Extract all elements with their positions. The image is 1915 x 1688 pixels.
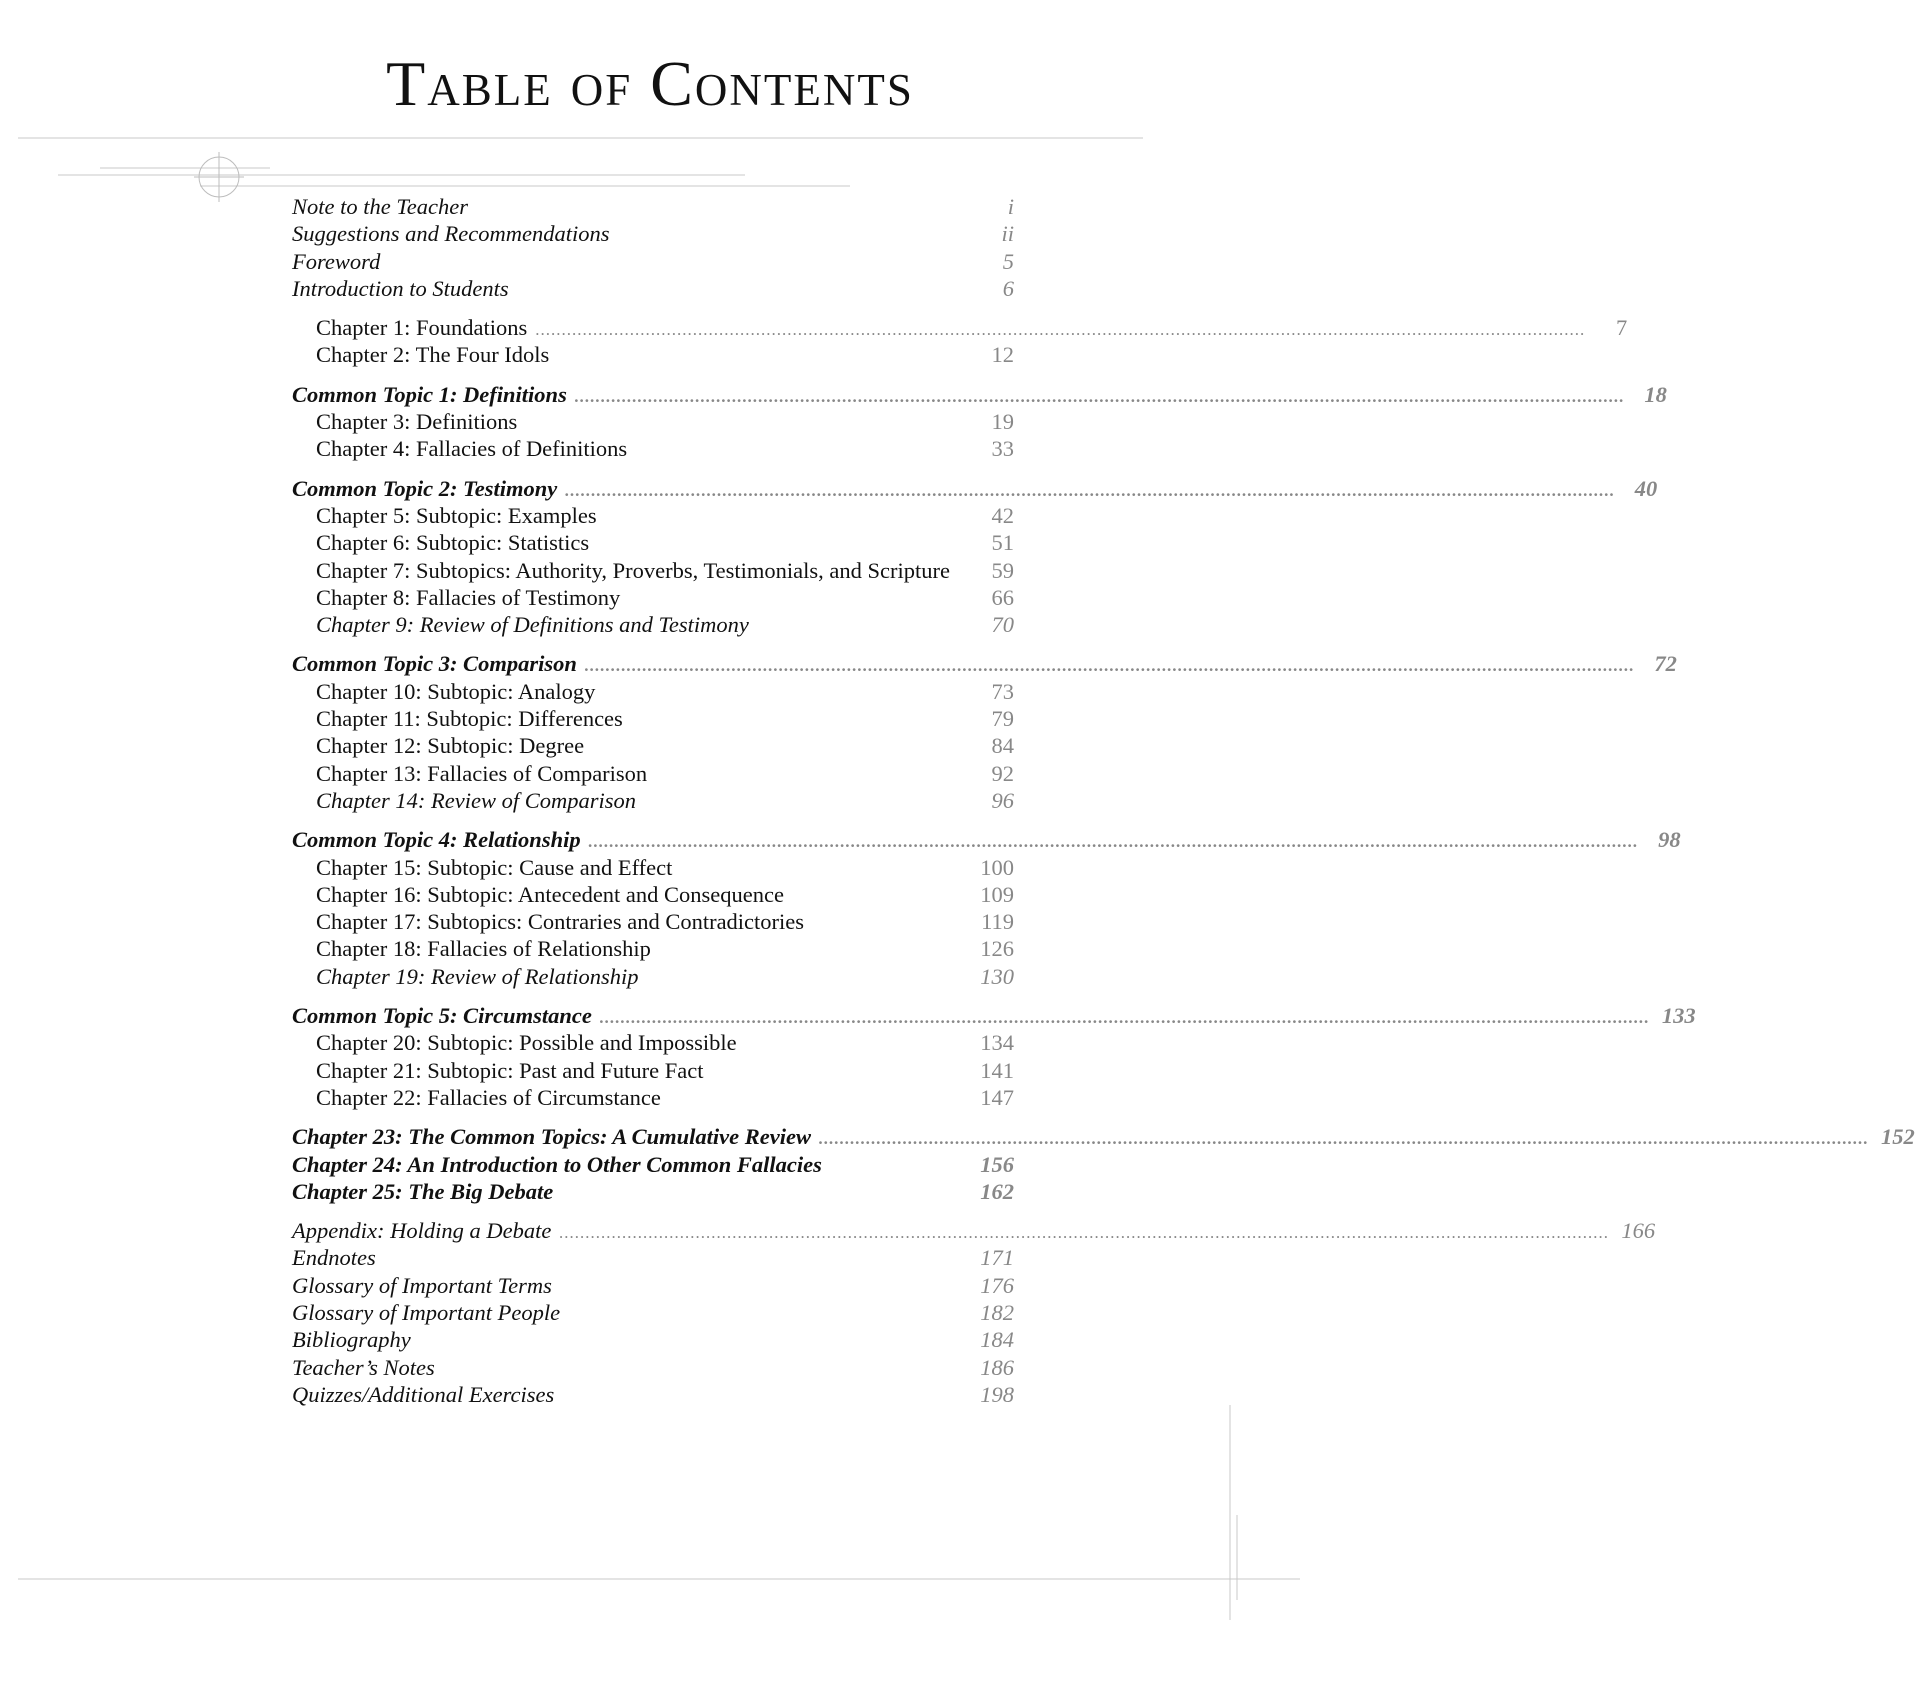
toc-entry-page: 133 (1661, 1003, 1696, 1029)
toc-entry-label: Teacher’s Notes (292, 1354, 435, 1380)
toc-entry-label: Common Topic 1: Definitions (292, 381, 567, 407)
toc-entry-label: Common Topic 4: Relationship (292, 827, 581, 853)
toc-entry-page: 126 (980, 936, 1014, 962)
toc-entry-label: Quizzes/Additional Exercises (292, 1381, 555, 1407)
page-title: Table of Contents (386, 48, 914, 119)
toc-leader-dots: ........................................................................................................................................................................................................ (565, 480, 1616, 500)
toc-entry[interactable] (292, 557, 1014, 584)
toc-entry[interactable] (292, 1381, 1014, 1408)
toc-entry[interactable] (292, 381, 1667, 408)
toc-entry-page: 141 (980, 1057, 1014, 1083)
toc-entry-page: 51 (991, 530, 1014, 556)
toc-entry-label: Common Topic 3: Comparison (292, 651, 577, 677)
toc-entry-label: Suggestions and Recommendations (292, 221, 610, 247)
toc-entry-page: 12 (991, 342, 1014, 368)
toc-leader-dots: ........................................................................................................................................................................................................ (574, 386, 1625, 406)
toc-entry-page: 184 (980, 1327, 1014, 1353)
toc-entry-page: 6 (1002, 275, 1014, 301)
toc-entry[interactable] (292, 854, 1014, 881)
toc-entry-label: Glossary of Important People (292, 1299, 561, 1325)
toc-entry-page: 152 (1880, 1124, 1915, 1150)
toc-entry[interactable] (292, 1084, 1014, 1111)
toc-entry[interactable] (292, 732, 1014, 759)
toc-entry[interactable] (292, 611, 1014, 638)
toc-entry-label: Chapter 14: Review of Comparison (316, 787, 636, 813)
toc-entry[interactable] (292, 1002, 1696, 1029)
toc-entry[interactable] (292, 220, 1014, 247)
toc-entry-label: Glossary of Important Terms (292, 1272, 552, 1298)
toc-entry[interactable] (292, 408, 1014, 435)
toc-entry[interactable] (292, 826, 1681, 853)
toc-entry-label: Chapter 5: Subtopic: Examples (316, 502, 597, 528)
toc-entry[interactable] (292, 1151, 1014, 1178)
toc-entry[interactable] (292, 705, 1014, 732)
toc-entry-page: 109 (980, 881, 1014, 907)
toc-entry[interactable] (292, 435, 1014, 462)
toc-entry-page: 5 (1002, 248, 1014, 274)
toc-entry-label: Chapter 9: Review of Definitions and Testimony (316, 612, 749, 638)
toc-entry-page: 147 (980, 1084, 1014, 1110)
toc-entry-page: 33 (991, 436, 1014, 462)
toc-entry[interactable] (292, 1057, 1014, 1084)
toc-entry[interactable] (292, 963, 1014, 990)
toc-entry-page: 79 (991, 706, 1014, 732)
toc-leader-dots: ........................................................................................................................................................................................................ (599, 1008, 1650, 1028)
toc-entry[interactable] (292, 193, 1014, 220)
toc-entry[interactable] (292, 1178, 1014, 1205)
toc-entry-page: 166 (1621, 1218, 1656, 1244)
toc-entry[interactable] (292, 314, 1628, 341)
toc-entry[interactable] (292, 678, 1014, 705)
toc-entry-label: Chapter 6: Subtopic: Statistics (316, 530, 590, 556)
toc-entry-label: Endnotes (292, 1245, 376, 1271)
toc-entry[interactable] (292, 881, 1014, 908)
toc-entry[interactable] (292, 584, 1014, 611)
toc-entry[interactable] (292, 341, 1014, 368)
toc-entry-page: 182 (980, 1299, 1014, 1325)
toc-entry-page: 7 (1615, 315, 1628, 341)
toc-entry-label: Chapter 4: Fallacies of Definitions (316, 436, 628, 462)
toc-entry-label: Chapter 21: Subtopic: Past and Future Fact (316, 1057, 704, 1083)
table-of-contents (292, 193, 1915, 1408)
toc-entry[interactable] (292, 1354, 1014, 1381)
toc-entry-label: Bibliography (292, 1327, 411, 1353)
toc-leader-dots: ........................................................................................................................................................................................................ (818, 1129, 1869, 1149)
toc-entry-label: Chapter 3: Definitions (316, 409, 518, 435)
toc-entry-page: 19 (991, 409, 1014, 435)
toc-entry-label: Chapter 17: Subtopics: Contraries and Contradictories (316, 909, 805, 935)
toc-entry-page: 162 (980, 1178, 1014, 1204)
toc-entry-label: Chapter 19: Review of Relationship (316, 963, 639, 989)
toc-entry-page: ii (1001, 221, 1014, 247)
toc-leader-dots: ........................................................................................................................................................................................................ (559, 1223, 1610, 1243)
toc-entry[interactable] (292, 1123, 1915, 1150)
toc-entry[interactable] (292, 475, 1658, 502)
toc-entry[interactable] (292, 935, 1014, 962)
toc-entry-page: 186 (980, 1354, 1014, 1380)
toc-entry-page: 73 (991, 678, 1014, 704)
toc-entry[interactable] (292, 529, 1014, 556)
toc-entry-label: Chapter 13: Fallacies of Comparison (316, 760, 648, 786)
toc-entry-page: 42 (991, 502, 1014, 528)
toc-entry-page: 70 (991, 612, 1014, 638)
toc-entry[interactable] (292, 1217, 1656, 1244)
toc-entry-label: Chapter 23: The Common Topics: A Cumulative Review (292, 1124, 811, 1150)
toc-leader-dots: ........................................................................................................................................................................................................ (584, 656, 1635, 676)
toc-entry-page: 134 (980, 1030, 1014, 1056)
toc-entry-page: 100 (980, 854, 1014, 880)
toc-entry[interactable] (292, 248, 1014, 275)
toc-entry-label: Foreword (292, 248, 381, 274)
toc-entry[interactable] (292, 275, 1014, 302)
toc-entry-label: Common Topic 5: Circumstance (292, 1003, 592, 1029)
toc-entry-page: 98 (1658, 827, 1681, 853)
toc-entry-page: 171 (980, 1245, 1014, 1271)
toc-entry-label: Chapter 25: The Big Debate (292, 1178, 554, 1204)
toc-entry-label: Chapter 2: The Four Idols (316, 342, 550, 368)
toc-entry-label: Chapter 18: Fallacies of Relationship (316, 936, 651, 962)
toc-entry[interactable] (292, 908, 1014, 935)
toc-entry-label: Chapter 11: Subtopic: Differences (316, 706, 623, 732)
toc-entry-page: i (1007, 194, 1014, 219)
toc-entry-label: Introduction to Students (292, 275, 509, 301)
toc-entry[interactable] (292, 760, 1014, 787)
toc-entry-label: Chapter 1: Foundations (316, 315, 528, 341)
toc-entry-page: 40 (1634, 475, 1658, 501)
toc-entry[interactable] (292, 1029, 1014, 1056)
toc-entry-page: 176 (980, 1272, 1014, 1298)
toc-entry[interactable] (292, 650, 1677, 677)
toc-entry-page: 198 (980, 1381, 1014, 1407)
toc-entry-label: Appendix: Holding a Debate (292, 1218, 552, 1244)
toc-entry-page: 84 (991, 733, 1014, 759)
toc-entry-label: Chapter 16: Subtopic: Antecedent and Consequence (316, 881, 785, 907)
toc-entry-page: 92 (991, 760, 1014, 786)
toc-entry-label: Chapter 20: Subtopic: Possible and Impossible (316, 1030, 737, 1056)
toc-entry-label: Chapter 22: Fallacies of Circumstance (316, 1084, 661, 1110)
toc-entry-page: 18 (1644, 381, 1667, 407)
toc-leader-dots: ........................................................................................................................................................................................................ (588, 832, 1639, 852)
toc-entry-label: Chapter 12: Subtopic: Degree (316, 733, 585, 759)
toc-entry-label: Chapter 24: An Introduction to Other Common Fallacies (292, 1151, 822, 1177)
toc-entry-page: 119 (981, 909, 1014, 935)
toc-entry[interactable] (292, 1244, 1014, 1271)
toc-entry-page: 59 (991, 557, 1014, 583)
toc-entry[interactable] (292, 1272, 1014, 1299)
toc-entry-label: Chapter 7: Subtopics: Authority, Proverbs, Testimonials, and Scripture (316, 557, 950, 583)
toc-entry-page: 66 (991, 584, 1014, 610)
toc-entry-label: Note to the Teacher (292, 194, 469, 219)
toc-entry-page: 156 (980, 1151, 1014, 1177)
toc-entry-label: Chapter 15: Subtopic: Cause and Effect (316, 854, 673, 880)
toc-entry-page: 96 (991, 787, 1014, 813)
toc-entry[interactable] (292, 502, 1014, 529)
toc-entry-label: Chapter 8: Fallacies of Testimony (316, 584, 621, 610)
toc-entry[interactable] (292, 1299, 1014, 1326)
toc-entry-label: Chapter 10: Subtopic: Analogy (316, 678, 596, 704)
toc-entry[interactable] (292, 787, 1014, 814)
toc-leader-dots: ........................................................................................................................................................................................................ (535, 320, 1586, 340)
toc-entry-page: 130 (980, 963, 1014, 989)
toc-entry[interactable] (292, 1326, 1014, 1353)
crosshair-icon (194, 152, 244, 202)
toc-entry-label: Common Topic 2: Testimony (292, 475, 558, 501)
toc-entry-page: 72 (1654, 651, 1677, 677)
